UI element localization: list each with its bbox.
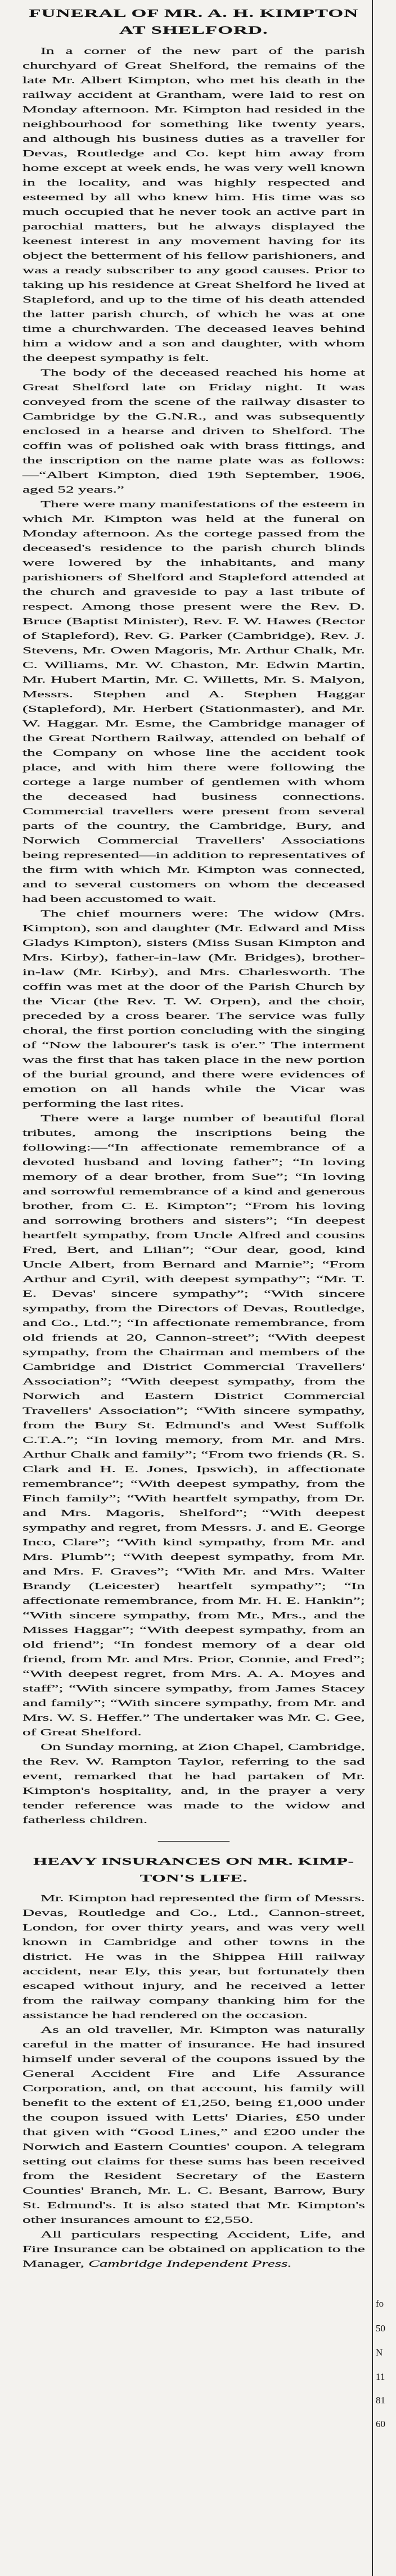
headline-line-1: FUNERAL OF MR. A. H. KIMPTON — [29, 8, 359, 20]
headline-line-2: TON'S LIFE. — [140, 1873, 248, 1884]
insurance-article-headline — [22, 1853, 365, 1887]
funeral-article — [22, 6, 365, 1828]
fragment-text: 50 — [376, 2323, 385, 2334]
headline-line-2: AT SHELFORD. — [119, 25, 268, 37]
fragment-text: 81 — [376, 2395, 385, 2406]
article-paragraph: Mr. Kimpton had represented the firm of Messrs. Devas, Routledge and Co., Ltd., Cannon-street, London, for over thirty years, and was very well known in Cambridge and other towns in the district. He was in the Shippea Hill railway accident, near Ely, this year, but fortunately then escaped without injury, and he received a letter from the railway company thanking him for the assistance he had rendered on the occasion. — [22, 1893, 365, 2020]
fragment-text: N — [376, 2347, 383, 2358]
article-paragraph: As an old traveller, Mr. Kimpton was naturally careful in the matter of insurance. He had insured himself under several of the coupons issued by the General Accident Fire and Life Assurance Corporation, and, on that account, his family will benefit to the extent of £1,250, being £1,000 under the coupon issued with Letts' Diaries, £50 under that given with “Good Lines,” and £200 under the Norwich and Eastern Counties' coupon. A telegram setting out claims for these sums has been received from the Resident Secretary of the Eastern Counties' Branch, Mr. L. C. Besant, Barrow, Bury St. Edmund's. It is also stated that Mr. Kimpton's other insurances amount to £2,550. — [22, 2024, 365, 2225]
closing-notice-text: All particulars respecting Accident, Life, and Fire Insurance can be obtained on application to the Manager, — [22, 2229, 365, 2269]
publication-name: Cambridge Independent Press. — [88, 2258, 292, 2269]
fragment-text: fo — [376, 2298, 384, 2309]
article-paragraph: There were many manifestations of the esteem in which Mr. Kimpton was held at the funeral on Monday afternoon. As the cortege passed from the deceased's residence to the parish church blinds were lowered by the inhabitants, and many parishioners of Shelford and Stapleford attended at the church and graveside to pay a last tribute of respect. Among those present were the Rev. D. Bruce (Baptist Minister), Rev. F. W. Hawes (Rector of Stapleford), Rev. G. Parker (Cambridge), Rev. J. Stevens, Mr. Owen Magoris, Mr. Arthur Chalk, Mr. C. Williams, Mr. W. Chaston, Mr. Edwin Martin, Mr. Hubert Martin, Mr. C. Willetts, Mr. S. Malyon, Messrs. Stephen and A. Stephen Haggar (Stapleford), Mr. Herbert (Stationmaster), and Mr. W. Haggar. Mr. Esme, the Cambridge manager of the Great Northern Railway, attended on behalf of the Company on whose line the accident took place, and with him there were following the cortege a large number of gentlemen with whom the deceased had business connections. Commercial travellers were present from several parts of the country, the Cambridge, Bury, and Norwich Commercial Travellers' Associations being represented—in addition to representatives of the firm with which Mr. Kimpton was connected, and to several customers on whom the deceased had been accustomed to wait. — [22, 499, 365, 904]
article-divider-rule — [158, 1841, 230, 1842]
article-paragraph: On Sunday morning, at Zion Chapel, Cambridge, the Rev. W. Rampton Taylor, referring to the sad event, remarked that he had partaken of Mr. Kimpton's hospitality, and, in the prayer a very tender reference was made to the widow and fatherless children. — [22, 1742, 365, 1825]
fragment-text: 11 — [376, 2371, 385, 2382]
article-paragraph: In a corner of the new part of the parish churchyard of Great Shelford, the remains of the late Mr. Albert Kimpton, who met his death in the railway accident at Grantham, were laid to rest on Monday afternoon. Mr. Kimpton had resided in the neighbourhood for something like twenty years, and although his business duties as a traveller for Devas, Routledge and Co. kept him away from home except at week ends, he was very well known in the locality, and was highly respected and esteemed by all who knew him. His time was so much occupied that he never took an active part in parochial matters, but he always displayed the keenest interest in any movement having for its object the betterment of his fellow parishioners, and was a ready subscriber to any good causes. Prior to taking up his residence at Great Shelford he lived at Stapleford, and up to the time of his death attended the latter parish church, of which he was at one time a churchwarden. The deceased leaves behind him a widow and a son and daughter, with whom the deepest sympathy is felt. — [22, 46, 365, 363]
column-divider-line — [372, 0, 373, 2576]
article-paragraph: The chief mourners were: The widow (Mrs. Kimpton), son and daughter (Mr. Edward and Miss Gladys Kimpton), sisters (Miss Susan Kimpton and Mrs. Kirby), father-in-law (Mr. Bridges), brother-in-law (Mr. Kirby), and Mrs. Charlesworth. The coffin was met at the door of the Parish Church by the Vicar (the Rev. T. W. Orpen), and the choir, preceded by a cross bearer. The service was fully choral, the first portion concluding with the singing of “Now the labourer's task is o'er.” The interment was the first that has taken place in the new portion of the burial ground, and there were evidences of emotion on all hands while the Vicar was performing the last rites. — [22, 908, 365, 1109]
article-paragraph: There were a large number of beautiful floral tributes, among the inscriptions being the following:—“In affectionate remembrance of a devoted husband and loving father”; “In loving memory of a dear brother, from Sue”; “In loving and sorrowful remembrance of a kind and generous brother, from C. E. Kimpton”; “From his loving and sorrowing brothers and sisters”; “In deepest heartfelt sympathy, from Uncle Alfred and cousins Fred, Bert, and Lilian”; “Our dear, good, kind Uncle Albert, from Bernard and Marnie”; “From Arthur and Cyril, with deepest sympathy”; “Mr. T. E. Devas' sincere sympathy”; “With sincere sympathy, from the Directors of Devas, Routledge, and Co., Ltd.”; “In affectionate remembrance, from old friends at 20, Cannon-street”; “With deepest sympathy, from the Chairman and members of the Cambridge and District Commercial Travellers' Association”; “With deepest sympathy, from the Norwich and Eastern District Commercial Travellers' Association”; “With sincere sympathy, from the Bury St. Edmund's and West Suffolk C.T.A.”; “In loving memory, from Mr. and Mrs. Arthur Chalk and family”; “From two friends (R. S. Clark and H. E. Jones, Ipswich), in affectionate remembrance”; “With deepest sympathy, from the Finch family”; “With heartfelt sympathy, from Dr. and Mrs. Magoris, Shelford”; “With deepest sympathy and regret, from Messrs. J. and E. George Inco, Clare”; “With kind sympathy, from Mr. and Mrs. Plumb”; “With deepest sympathy, from Mr. and Mrs. F. Graves”; “With Mr. and Mrs. Walter Brandy (Leicester) heartfelt sympathy”; “In affectionate remembrance, from Mr. H. E. Hankin”; “With sincere sympathy, from Mr., Mrs., and the Misses Haggar”; “With deepest sympathy, from an old friend”; “In fondest memory of a dear old friend, from Mr. and Mrs. Prior, Connie, and Fred”; “With deepest regret, from Mrs. A. A. Moyes and staff”; “With sincere sympathy, from James Stacey and family”; “With sincere sympathy, from Mr. and Mrs. W. S. Heffer.” The undertaker was Mr. C. Gee, of Great Shelford. — [22, 1113, 365, 1738]
fragment-text: 60 — [376, 2419, 385, 2429]
closing-notice — [22, 2227, 365, 2271]
adjacent-column-fragments — [376, 0, 395, 2576]
headline-line-1: HEAVY INSURANCES ON MR. KIMP- — [33, 1856, 354, 1867]
article-column — [22, 6, 365, 2271]
funeral-article-headline — [22, 6, 365, 39]
article-paragraph: The body of the deceased reached his home at Great Shelford late on Friday night. It was conveyed from the scene of the railway disaster to Cambridge by the G.N.R., and was subsequently enclosed in a hearse and driven to Shelford. The coffin was of polished oak with brass fittings, and the inscription on the name plate was as follows:—“Albert Kimpton, died 19th September, 1906, aged 52 years.” — [22, 367, 365, 495]
insurance-article — [22, 1853, 365, 2271]
